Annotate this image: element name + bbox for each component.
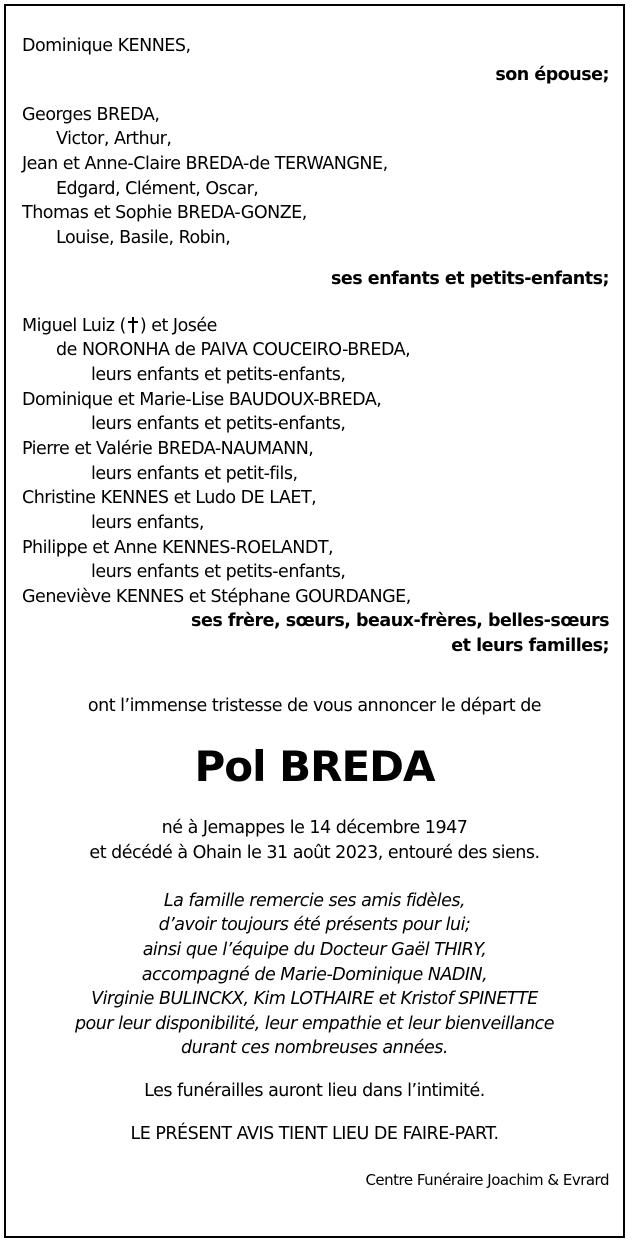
sibling-family-line: leurs enfants et petit-fils,: [91, 464, 298, 484]
sibling-family-line: leurs enfants et petits-enfants,: [91, 562, 346, 582]
spouse-name: Dominique KENNES,: [22, 36, 191, 56]
sibling-line: Pierre et Valérie BREDA-NAUMANN,: [22, 439, 314, 459]
sibling-name-after: ) et Josée: [139, 316, 217, 336]
thanks-line: Virginie BULINCKX, Kim LOTHAIRE et Kristof SPINETTE: [91, 989, 538, 1009]
thanks-line: ainsi que l’équipe du Docteur Gaël THIRY,: [142, 940, 487, 960]
announcement-text: ont l’immense tristesse de vous annoncer le départ de: [87, 696, 542, 716]
funeral-info: Les funérailles auront lieu dans l’intimité.: [144, 1081, 485, 1101]
obituary-notice: [4, 4, 625, 1238]
sibling-line: Geneviève KENNES et Stéphane GOURDANGE,: [22, 587, 411, 607]
thanks-line: La famille remercie ses amis fidèles,: [163, 891, 466, 911]
siblings-role: ses frère, sœurs, beaux-frères, belles-sœurs: [191, 611, 609, 631]
thanks-line: pour leur disponibilité, leur empathie et leur bienveillance: [74, 1014, 555, 1034]
notice-statement: LE PRÉSENT AVIS TIENT LIEU DE FAIRE-PART.: [130, 1124, 499, 1144]
sibling-line-miguel: [22, 314, 217, 338]
sibling-line: de NORONHA de PAIVA COUCEIRO-BREDA,: [56, 340, 411, 360]
grandchildren-line: Edgard, Clément, Oscar,: [56, 179, 259, 199]
sibling-line: Philippe et Anne KENNES-ROELANDT,: [22, 538, 334, 558]
sibling-family-line: leurs enfants,: [91, 513, 204, 533]
thanks-line: accompagné de Marie-Dominique NADIN,: [141, 965, 488, 985]
child-line: Thomas et Sophie BREDA-GONZE,: [22, 203, 307, 223]
cross-icon: [128, 317, 138, 333]
sibling-family-line: leurs enfants et petits-enfants,: [91, 365, 346, 385]
sibling-line: Christine KENNES et Ludo DE LAET,: [22, 488, 317, 508]
sibling-name-before: Miguel Luiz (: [22, 316, 126, 336]
grandchildren-line: Louise, Basile, Robin,: [56, 228, 231, 248]
sibling-family-line: leurs enfants et petits-enfants,: [91, 414, 346, 434]
deceased-name: Pol BREDA: [194, 742, 435, 791]
grandchildren-line: Victor, Arthur,: [56, 129, 172, 149]
thanks-line: durant ces nombreuses années.: [181, 1038, 448, 1058]
spouse-role: son épouse;: [495, 65, 609, 85]
siblings-role: et leurs familles;: [451, 636, 609, 656]
children-role: ses enfants et petits-enfants;: [331, 269, 609, 289]
child-line: Georges BREDA,: [22, 105, 160, 125]
sibling-line: Dominique et Marie-Lise BAUDOUX-BREDA,: [22, 390, 382, 410]
thanks-line: d’avoir toujours été présents pour lui;: [158, 915, 471, 935]
birth-line: né à Jemappes le 14 décembre 1947: [161, 818, 468, 838]
child-line: Jean et Anne-Claire BREDA-de TERWANGNE,: [22, 154, 388, 174]
death-line: et décédé à Ohain le 31 août 2023, entouré des siens.: [89, 843, 540, 863]
funeral-home: Centre Funéraire Joachim & Evrard: [365, 1171, 609, 1189]
